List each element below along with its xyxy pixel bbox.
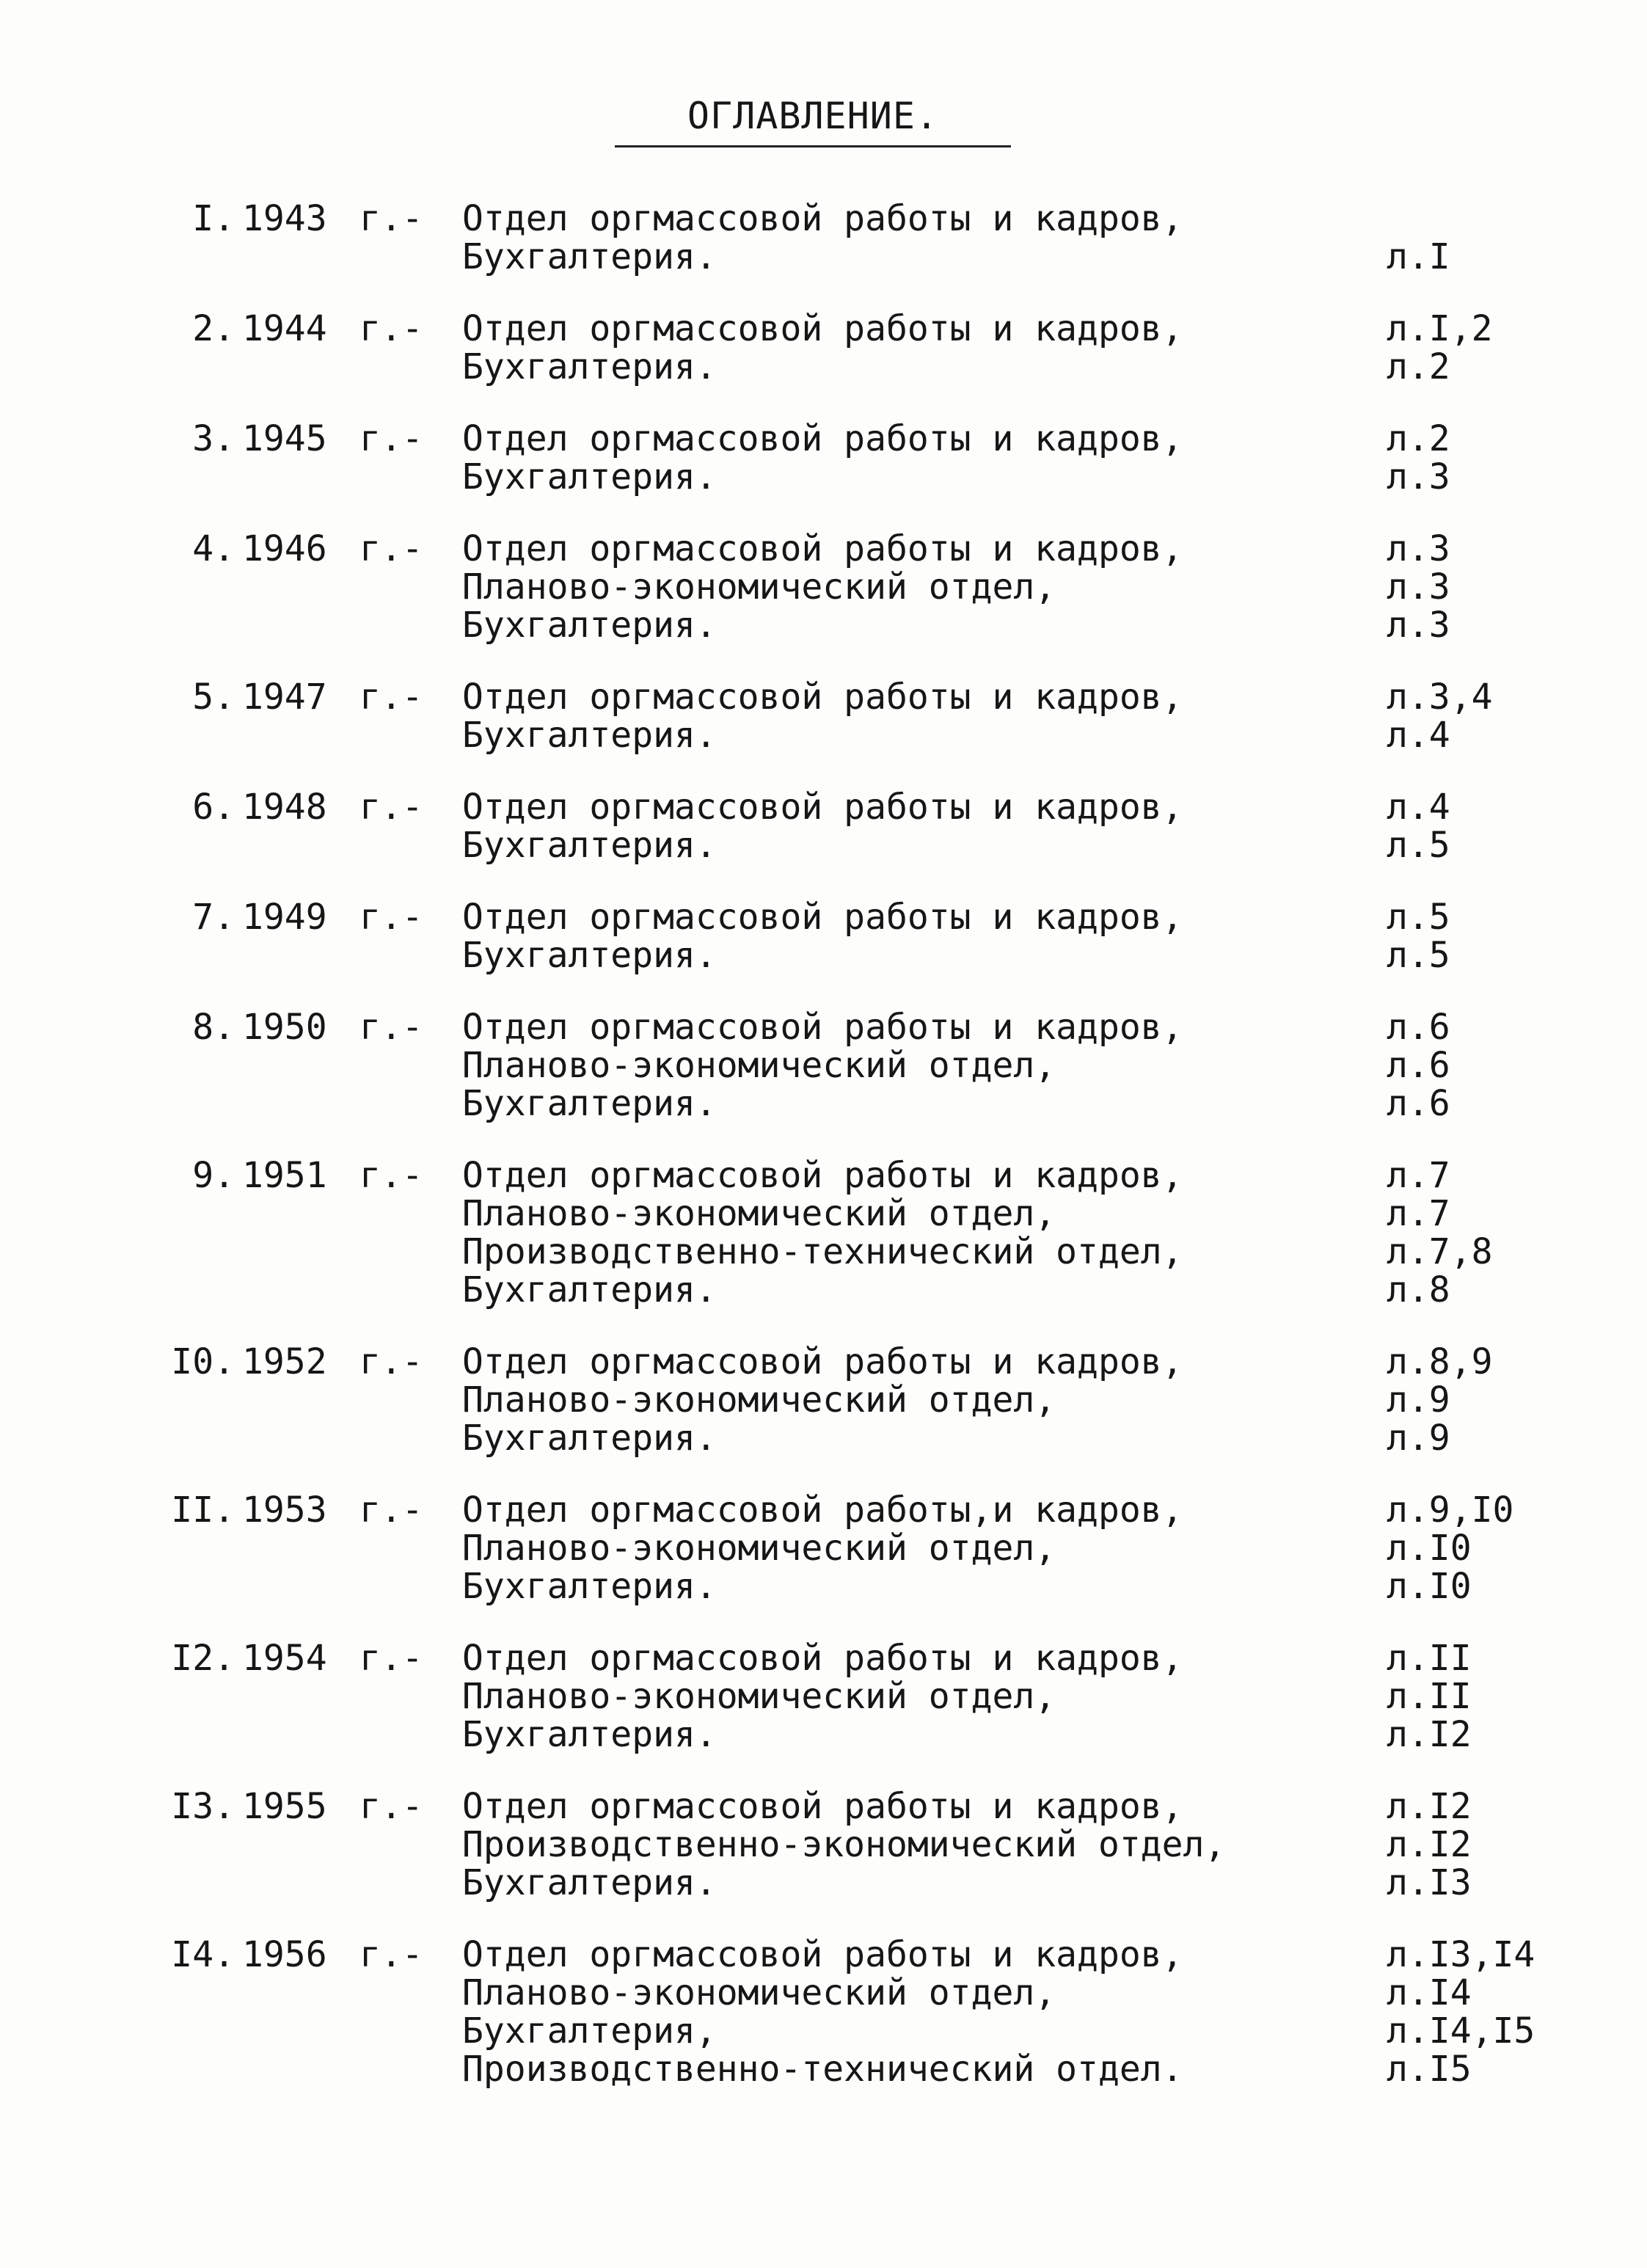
toc-entry (147, 420, 1555, 496)
entry-number: I4. (171, 1934, 235, 1975)
toc-line (147, 606, 1555, 644)
department-name: Бухгалтерия, (462, 2010, 717, 2052)
department-name: Бухгалтерия. (462, 1714, 717, 1755)
toc-line (147, 1826, 1555, 1864)
department-name: Производственно-технический отдел. (462, 2049, 1183, 2090)
entry-year: 1951 (242, 1155, 327, 1196)
department-name: Бухгалтерия. (462, 1083, 717, 1124)
sheet-reference: л.I2 (1387, 1714, 1472, 1755)
department-name: Отдел оргмассовой работы и кадров, (462, 1638, 1183, 1679)
sheet-reference: л.3 (1387, 566, 1450, 608)
toc-line (147, 788, 1555, 826)
toc-line (147, 1715, 1555, 1754)
department-name: Бухгалтерия. (462, 1862, 717, 1903)
toc-line (147, 238, 1555, 276)
entry-number: 5. (192, 677, 235, 718)
sheet-reference: л.9 (1387, 1418, 1450, 1459)
toc-entry (147, 1343, 1555, 1457)
sheet-reference: л.6 (1387, 1083, 1450, 1124)
sheet-reference: л.7,8 (1387, 1231, 1493, 1272)
entry-number: 7. (192, 897, 235, 938)
toc-entry (147, 530, 1555, 644)
toc-entry (147, 200, 1555, 276)
toc-entry (147, 1639, 1555, 1754)
toc-line (147, 1787, 1555, 1826)
sheet-reference: л.3,4 (1387, 677, 1493, 718)
department-name: Отдел оргмассовой работы и кадров, (462, 787, 1183, 828)
department-name: Отдел оргмассовой работы и кадров, (462, 528, 1183, 569)
entry-year: 1948 (242, 787, 327, 828)
toc-entry (147, 1491, 1555, 1605)
toc-line (147, 310, 1555, 348)
entry-number: 8. (192, 1007, 235, 1048)
toc-line (147, 936, 1555, 974)
entry-number: 6. (192, 787, 235, 828)
entry-year-suffix: г.- (359, 528, 423, 569)
toc-line (147, 1381, 1555, 1419)
entry-year-suffix: г.- (359, 198, 423, 239)
toc-line (147, 1046, 1555, 1084)
toc-line (147, 1195, 1555, 1233)
sheet-reference: л.9,I0 (1387, 1489, 1514, 1531)
toc-line (147, 678, 1555, 716)
toc-line (147, 1864, 1555, 1902)
toc-line (147, 1233, 1555, 1271)
department-name: Бухгалтерия. (462, 935, 717, 976)
entry-year: 1943 (242, 198, 327, 239)
toc-line (147, 200, 1555, 238)
toc-line (147, 1271, 1555, 1309)
department-name: Отдел оргмассовой работы и кадров, (462, 1007, 1183, 1048)
sheet-reference: л.4 (1387, 715, 1450, 756)
toc-entry (147, 1787, 1555, 1902)
entry-year: 1945 (242, 418, 327, 459)
entry-year: 1956 (242, 1934, 327, 1975)
toc-line (147, 458, 1555, 496)
sheet-reference: л.I,2 (1387, 308, 1493, 349)
department-name: Планово-экономический отдел, (462, 1528, 1056, 1569)
toc-line (147, 1008, 1555, 1046)
department-name: Планово-экономический отдел, (462, 1193, 1056, 1234)
entry-year: 1947 (242, 677, 327, 718)
sheet-reference: л.I (1387, 236, 1450, 277)
entry-year: 1955 (242, 1786, 327, 1827)
department-name: Планово-экономический отдел, (462, 566, 1056, 608)
department-name: Отдел оргмассовой работы и кадров, (462, 677, 1183, 718)
sheet-reference: л.7 (1387, 1193, 1450, 1234)
sheet-reference: л.5 (1387, 897, 1450, 938)
entry-number: 2. (192, 308, 235, 349)
toc-entry (147, 678, 1555, 754)
toc-line (147, 1419, 1555, 1457)
toc-line (147, 2012, 1555, 2050)
entry-number: 3. (192, 418, 235, 459)
sheet-reference: л.I4,I5 (1387, 2010, 1535, 2052)
sheet-reference: л.2 (1387, 346, 1450, 387)
toc-line (147, 1974, 1555, 2012)
entry-year-suffix: г.- (359, 677, 423, 718)
toc-line (147, 1936, 1555, 1974)
toc-line (147, 1567, 1555, 1605)
entry-year: 1949 (242, 897, 327, 938)
sheet-reference: л.4 (1387, 787, 1450, 828)
department-name: Бухгалтерия. (462, 1269, 717, 1310)
department-name: Бухгалтерия. (462, 236, 717, 277)
toc-line (147, 1529, 1555, 1567)
department-name: Отдел оргмассовой работы и кадров, (462, 1934, 1183, 1975)
entry-year-suffix: г.- (359, 418, 423, 459)
department-name: Планово-экономический отдел, (462, 1676, 1056, 1717)
department-name: Бухгалтерия. (462, 1418, 717, 1459)
department-name: Отдел оргмассовой работы и кадров, (462, 418, 1183, 459)
department-name: Отдел оргмассовой работы и кадров, (462, 198, 1183, 239)
sheet-reference: л.3 (1387, 528, 1450, 569)
department-name: Отдел оргмассовой работы и кадров, (462, 1786, 1183, 1827)
toc-line (147, 1343, 1555, 1381)
sheet-reference: л.3 (1387, 456, 1450, 497)
entry-year: 1952 (242, 1341, 327, 1382)
entry-year: 1953 (242, 1489, 327, 1531)
sheet-reference: л.8,9 (1387, 1341, 1493, 1382)
sheet-reference: л.6 (1387, 1045, 1450, 1086)
sheet-reference: л.5 (1387, 825, 1450, 866)
entry-year-suffix: г.- (359, 1489, 423, 1531)
department-name: Бухгалтерия. (462, 346, 717, 387)
sheet-reference: л.II (1387, 1676, 1472, 1717)
sheet-reference: л.6 (1387, 1007, 1450, 1048)
entry-number: II. (171, 1489, 235, 1531)
entry-year-suffix: г.- (359, 787, 423, 828)
entry-number: 9. (192, 1155, 235, 1196)
sheet-reference: л.5 (1387, 935, 1450, 976)
entry-year-suffix: г.- (359, 1638, 423, 1679)
department-name: Бухгалтерия. (462, 605, 717, 646)
department-name: Производственно-технический отдел, (462, 1231, 1183, 1272)
entry-number: I3. (171, 1786, 235, 1827)
toc-line (147, 1156, 1555, 1195)
toc-entry (147, 788, 1555, 864)
toc-line (147, 568, 1555, 606)
toc-line (147, 348, 1555, 386)
sheet-reference: л.8 (1387, 1269, 1450, 1310)
entry-number: 4. (192, 528, 235, 569)
entry-year: 1944 (242, 308, 327, 349)
entry-year-suffix: г.- (359, 1786, 423, 1827)
sheet-reference: л.9 (1387, 1379, 1450, 1421)
department-name: Планово-экономический отдел, (462, 1379, 1056, 1421)
entry-year: 1946 (242, 528, 327, 569)
entry-year-suffix: г.- (359, 897, 423, 938)
department-name: Планово-экономический отдел, (462, 1972, 1056, 2013)
toc-line (147, 1084, 1555, 1123)
toc-line (147, 530, 1555, 568)
department-name: Отдел оргмассовой работы и кадров, (462, 308, 1183, 349)
sheet-reference: л.I3,I4 (1387, 1934, 1535, 1975)
department-name: Отдел оргмассовой работы и кадров, (462, 1341, 1183, 1382)
department-name: Бухгалтерия. (462, 715, 717, 756)
toc-line (147, 2050, 1555, 2088)
sheet-reference: л.7 (1387, 1155, 1450, 1196)
page-title: ОГЛАВЛЕНИЕ. (615, 94, 1011, 147)
sheet-reference: л.3 (1387, 605, 1450, 646)
toc-entry (147, 1156, 1555, 1309)
sheet-reference: л.I0 (1387, 1566, 1472, 1607)
toc-entry (147, 1936, 1555, 2088)
sheet-reference: л.I3 (1387, 1862, 1472, 1903)
department-name: Бухгалтерия. (462, 1566, 717, 1607)
toc-entry (147, 310, 1555, 386)
department-name: Бухгалтерия. (462, 825, 717, 866)
entry-year-suffix: г.- (359, 1341, 423, 1382)
entry-number: I. (192, 198, 235, 239)
department-name: Планово-экономический отдел, (462, 1045, 1056, 1086)
sheet-reference: л.II (1387, 1638, 1472, 1679)
toc-line (147, 1491, 1555, 1529)
toc-entry (147, 1008, 1555, 1123)
entry-year-suffix: г.- (359, 1934, 423, 1975)
sheet-reference: л.2 (1387, 418, 1450, 459)
toc-entry (147, 898, 1555, 974)
toc-line (147, 1639, 1555, 1677)
toc-line (147, 716, 1555, 754)
entry-number: I2. (171, 1638, 235, 1679)
department-name: Производственно-экономический отдел, (462, 1824, 1226, 1865)
sheet-reference: л.I2 (1387, 1786, 1472, 1827)
toc-line (147, 1677, 1555, 1715)
sheet-reference: л.I0 (1387, 1528, 1472, 1569)
entry-year: 1950 (242, 1007, 327, 1048)
department-name: Отдел оргмассовой работы и кадров, (462, 1155, 1183, 1196)
department-name: Бухгалтерия. (462, 456, 717, 497)
entry-year: 1954 (242, 1638, 327, 1679)
entry-year-suffix: г.- (359, 1155, 423, 1196)
department-name: Отдел оргмассовой работы,и кадров, (462, 1489, 1183, 1531)
toc-line (147, 420, 1555, 458)
toc-line (147, 826, 1555, 864)
sheet-reference: л.I4 (1387, 1972, 1472, 2013)
sheet-reference: л.I2 (1387, 1824, 1472, 1865)
sheet-reference: л.I5 (1387, 2049, 1472, 2090)
entry-year-suffix: г.- (359, 308, 423, 349)
toc-line (147, 898, 1555, 936)
entry-year-suffix: г.- (359, 1007, 423, 1048)
entry-number: I0. (171, 1341, 235, 1382)
department-name: Отдел оргмассовой работы и кадров, (462, 897, 1183, 938)
